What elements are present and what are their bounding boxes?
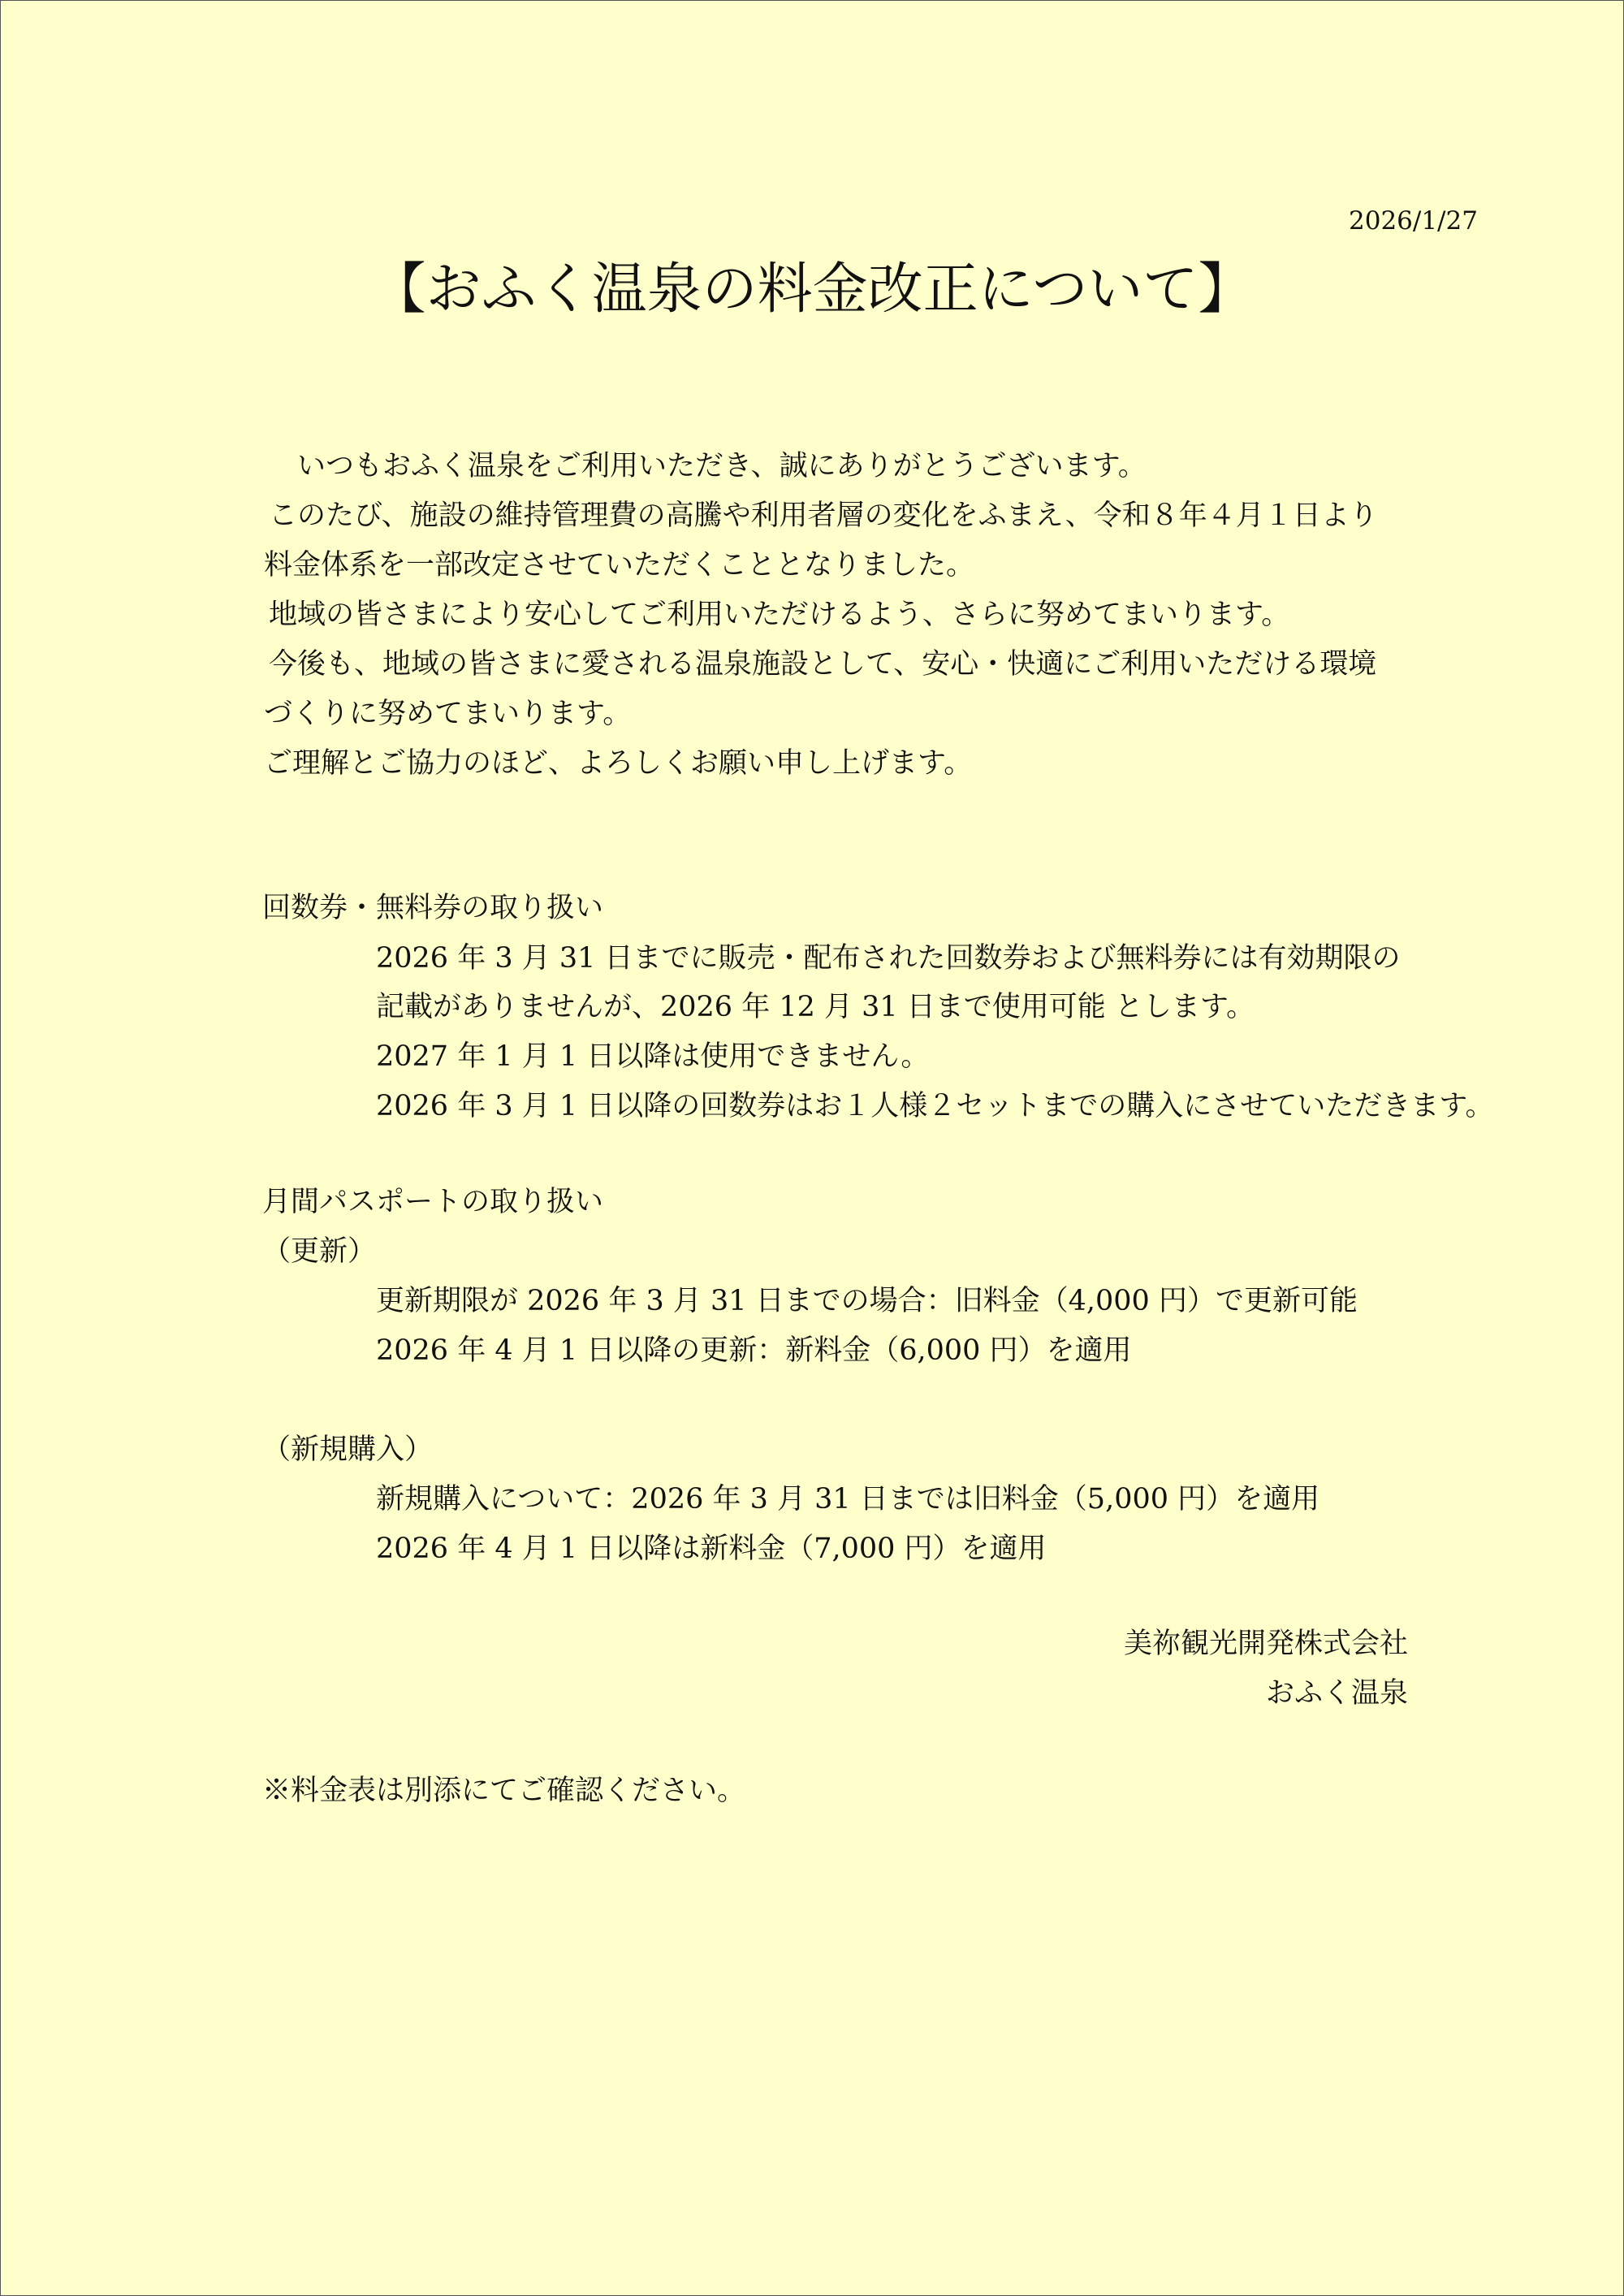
signature-facility: おふく温泉 [1265,1677,1408,1710]
intro-line: 料金体系を一部改定させていただくこととなりました。 [264,549,975,582]
intro-line: づくりに努めてまいります。 [264,698,632,730]
passport-new-label: （新規購入） [262,1433,434,1466]
notice-title: 【おふく温泉の料金改正について】 [370,257,1254,322]
fee-table-note: ※料金表は別添にてご確認ください。 [262,1775,746,1807]
tickets-line: 2027 年 1 月 1 日以降は使用できません。 [376,1040,930,1073]
passport-renewal-line: 2026 年 4 月 1 日以降の更新：新料金（6,000 円）を適用 [376,1334,1132,1367]
passport-renewal-line: 更新期限が 2026 年 3 月 31 日までの場合：旧料金（4,000 円）で更新可能 [376,1285,1358,1317]
intro-line: 今後も、地域の皆さまに愛される温泉施設として、安心・快適にご利用いただける環境 [269,648,1377,681]
passport-new-line: 新規購入について：2026 年 3 月 31 日までは旧料金（5,000 円）を適用 [376,1483,1320,1516]
tickets-line: 2026 年 3 月 1 日以降の回数券はお１人様２セットまでの購入にさせていただきます。 [376,1090,1494,1122]
passport-heading: 月間パスポートの取り扱い [262,1186,604,1218]
intro-line: このたび、施設の維持管理費の高騰や利用者層の変化をふまえ、令和８年４月１日より [269,499,1378,532]
intro-line: いつもおふく温泉をご利用いただき、誠にありがとうございます。 [269,450,1147,482]
passport-new-line: 2026 年 4 月 1 日以降は新料金（7,000 円）を適用 [376,1533,1047,1565]
notice-date: 2026/1/27 [1349,206,1478,236]
tickets-line: 2026 年 3 月 31 日までに販売・配布された回数券および無料券には有効期限の [376,942,1401,975]
tickets-line: 記載がありませんが、2026 年 12 月 31 日まで使用可能 とします。 [376,991,1255,1023]
tickets-heading: 回数券・無料券の取り扱い [262,892,604,924]
signature-company: 美祢観光開発株式会社 [1123,1628,1408,1660]
intro-line: ご理解とご協力のほど、よろしくお願い申し上げます。 [264,747,973,780]
passport-renewal-label: （更新） [262,1235,377,1268]
intro-line: 地域の皆さまにより安心してご利用いただけるよう、さらに努めてまいります。 [269,599,1290,631]
